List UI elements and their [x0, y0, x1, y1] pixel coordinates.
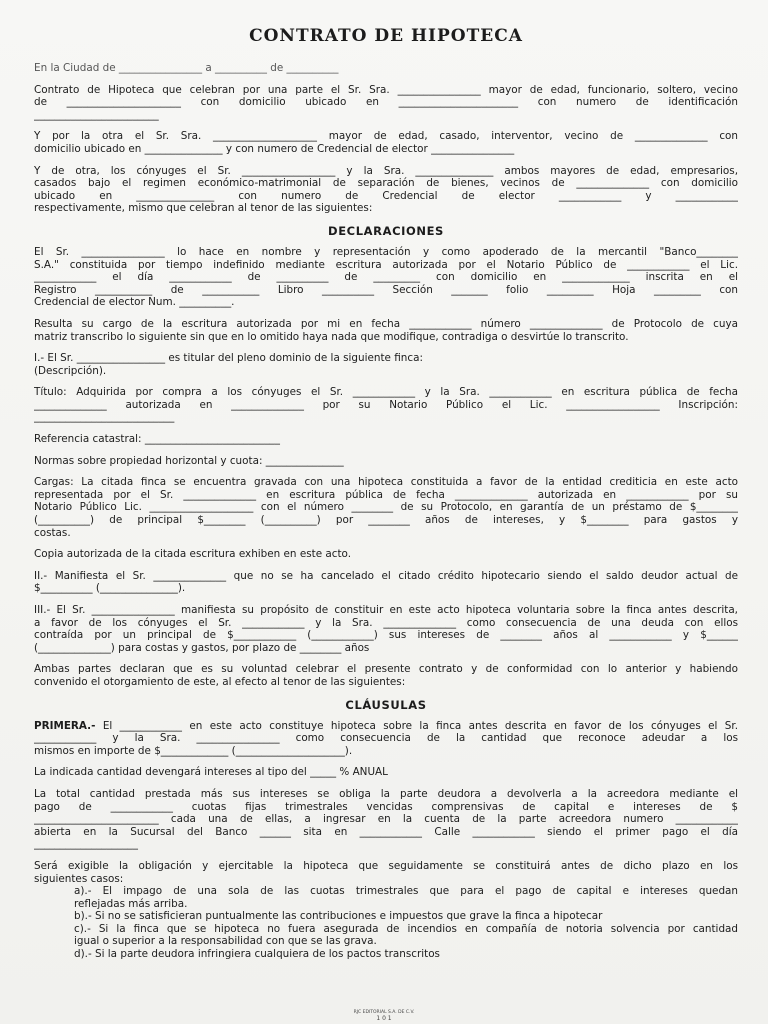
header-block: [34, 62, 738, 215]
page-footer: [0, 1010, 768, 1022]
clausula-line: abierta en la Sucursal del Banco ______ sita en ____________ Calle ____________ siendo el primer pago el día: [34, 825, 738, 838]
header-line: ubicado en _______________ con numero de Credencial de elector ____________ y ____________: [34, 189, 738, 202]
caso-item: a).- El impago de una sola de las cuotas trimestrales que para el pago de capital e intereses quedan: [74, 885, 738, 898]
declaracion-line: ____________ el día ____________ de __________ de _________ con domicilio en _____________ inscrita en el: [34, 271, 738, 284]
header-line: ________________________: [34, 108, 159, 121]
header-line: respectivamente, mismo que celebran al tenor de las siguientes:: [34, 202, 373, 215]
declaracion-line: Copia autorizada de la citada escritura exhiben en este acto.: [34, 548, 352, 561]
clausula-line: ________________________ cada una de ellas, a ingresar en la cuenta de la parte acreedora numero ____________: [34, 813, 738, 826]
header-line: Y por la otra el Sr. Sra. ____________________ mayor de edad, casado, interventor, vecino de ______________ con: [34, 130, 738, 143]
caso-item: c).- Si la finca que se hipoteca no fuera asegurada de incendios en compañía de notoria solvencia por cantidad: [74, 922, 738, 935]
declaracion-line: (______________) para costas y gastos, por plazo de ________ años: [34, 641, 370, 654]
footer-page-number: 1 0 1: [376, 1015, 392, 1022]
declaracion-line: (__________) de principal $________ (__________) por ________ años de intereses, y $________ para gastos y: [34, 514, 738, 527]
primera-label: PRIMERA.-: [34, 719, 96, 732]
header-line: casados bajo el regimen económico-matrimonial de separación de bienes, vecinos de ______________ con domicilio: [34, 177, 738, 190]
declaracion-line: matriz transcribo lo siguiente sin que en lo omitido haya nada que modifique, contradiga o desvirtúe lo transcrito.: [34, 330, 629, 343]
header-line: domicilio ubicado en _______________ y con numero de Credencial de elector ________________: [34, 142, 515, 155]
document-title: CONTRATO DE HIPOTECA: [249, 26, 523, 46]
declaraciones-block: [34, 246, 738, 689]
clausula-line: pago de ____________ cuotas fijas trimestrales vencidas comprensivas de capital e intereses de $: [34, 800, 738, 813]
header-line: En la Ciudad de ________________ a __________ de __________: [34, 62, 339, 74]
clausula-line: [34, 720, 738, 733]
declaracion-line: Ambas partes declaran que es su voluntad celebrar el presente contrato y de conformidad con lo anterior y habiendo: [34, 663, 738, 676]
declaracion-line: $__________ (_______________).: [34, 582, 186, 595]
declaracion-line: Normas sobre propiedad horizontal y cuota: _______________: [34, 454, 344, 467]
clausula-line: ____________ y la Sra. ________________ como consecuencia de la cantidad que reconoce adeudar a los: [34, 732, 738, 745]
clausula-text: El ____________ en este acto constituye hipoteca sobre la finca antes descrita en favor de los cónyuges el Sr.: [102, 719, 738, 732]
casos-list: [34, 885, 738, 961]
clausula-line: mismos en importe de $_____________ (_____________________).: [34, 744, 353, 757]
declaracion-line: contraída por un principal de $____________ (____________) sus intereses de ________ años al ____________ y $______: [34, 629, 738, 642]
declaracion-line: Registro ___________ de ___________ Libro __________ Sección _______ folio _________ Hoja _________ con: [34, 283, 738, 296]
header-line: Y de otra, los cónyuges el Sr. __________________ y la Sra. _______________ ambos mayores de edad, empresarios,: [34, 164, 738, 177]
clausulas-heading: CLÁUSULAS: [345, 697, 427, 712]
declaraciones-heading: DECLARACIONES: [328, 223, 444, 238]
declaracion-line: Notario Público Lic. ____________________ con el número ________ de su Protocolo, en garantía de un préstamo de $________: [34, 501, 738, 514]
footer-publisher: RJC EDITORIAL S.A. DE C.V.: [353, 1010, 415, 1015]
caso-item: igual o superior a la responsabilidad con que se las grava.: [74, 935, 377, 948]
declaracion-line: Título: Adquirida por compra a los cónyuges el Sr. ____________ y la Sra. ____________ en escritura pública de fecha: [34, 386, 738, 399]
declaracion-line: Resulta su cargo de la escritura autorizada por mi en fecha ____________ número ______________ de Protocolo de cuya: [34, 317, 738, 330]
clausula-line: Será exigible la obligación y ejercitable la hipoteca que seguidamente se constituirá antes de dicho plazo en los: [34, 859, 738, 872]
declaracion-line: ___________________________: [34, 411, 175, 424]
declaracion-line: representada por el Sr. ______________ en escritura pública de fecha ______________ autorizada en ____________ por su: [34, 488, 738, 501]
declaracion-line: a favor de los cónyuges el Sr. ____________ y la Sra. ______________ como consecuencia de una deuda con ellos: [34, 616, 738, 629]
clausula-line: La indicada cantidad devengará intereses al tipo del _____ % ANUAL: [34, 766, 388, 779]
declaracion-line: (Descripción).: [34, 364, 107, 377]
clausulas-block: [34, 720, 738, 961]
declaracion-line: II.- Manifiesta el Sr. ______________ que no se ha cancelado el citado crédito hipotecario siendo el saldo deudor actual de: [34, 569, 738, 582]
caso-item: reflejadas más arriba.: [74, 897, 188, 910]
declaracion-line: costas.: [34, 526, 71, 539]
header-line: de ______________________ con domicilio ubicado en _______________________ con numero de identificación: [34, 96, 738, 109]
declaracion-line: III.- El Sr. ________________ manifiesta su propósito de constituir en este acto hipoteca voluntaria sobre la finca antes descrita,: [34, 604, 738, 616]
caso-item: b).- Si no se satisficieran puntualmente las contribuciones e impuestos que grave la finca a hipotecar: [74, 910, 603, 923]
declaracion-line: El Sr. ________________ lo hace en nombre y representación y como apoderado de la mercantil "Banco________: [34, 245, 738, 258]
declaracion-line: ______________ autorizada en ______________ por su Notario Público el Lic. __________________ Inscripción:: [34, 398, 738, 411]
declaracion-line: Cargas: La citada finca se encuentra gravada con una hipoteca constituida a favor de la entidad crediticia en este acto: [34, 476, 738, 489]
declaracion-line: convenido el otorgamiento de este, al efecto al tenor de las siguientes:: [34, 675, 406, 688]
declaracion-line: Credencial de elector Num. __________.: [34, 296, 235, 309]
clausula-line: La total cantidad prestada más sus intereses se obliga la parte deudora a devolverla a la acreedora mediante el: [34, 787, 738, 800]
clausula-line: ____________________: [34, 838, 138, 851]
clausula-line: siguientes casos:: [34, 872, 124, 885]
caso-item: d).- Si la parte deudora infringiera cualquiera de los pactos transcritos: [74, 948, 440, 961]
declaracion-line: Referencia catastral: __________________________: [34, 433, 280, 446]
header-line: Contrato de Hipoteca que celebran por una parte el Sr. Sra. ________________ mayor de edad, funcionario, soltero, vecino: [34, 83, 738, 96]
declaracion-line: I.- El Sr. _________________ es titular del pleno dominio de la siguiente finca:: [34, 352, 423, 365]
declaracion-line: S.A." constituida por tiempo indefinido mediante escritura autorizada por el Notario Público de ____________ el Lic.: [34, 258, 738, 271]
